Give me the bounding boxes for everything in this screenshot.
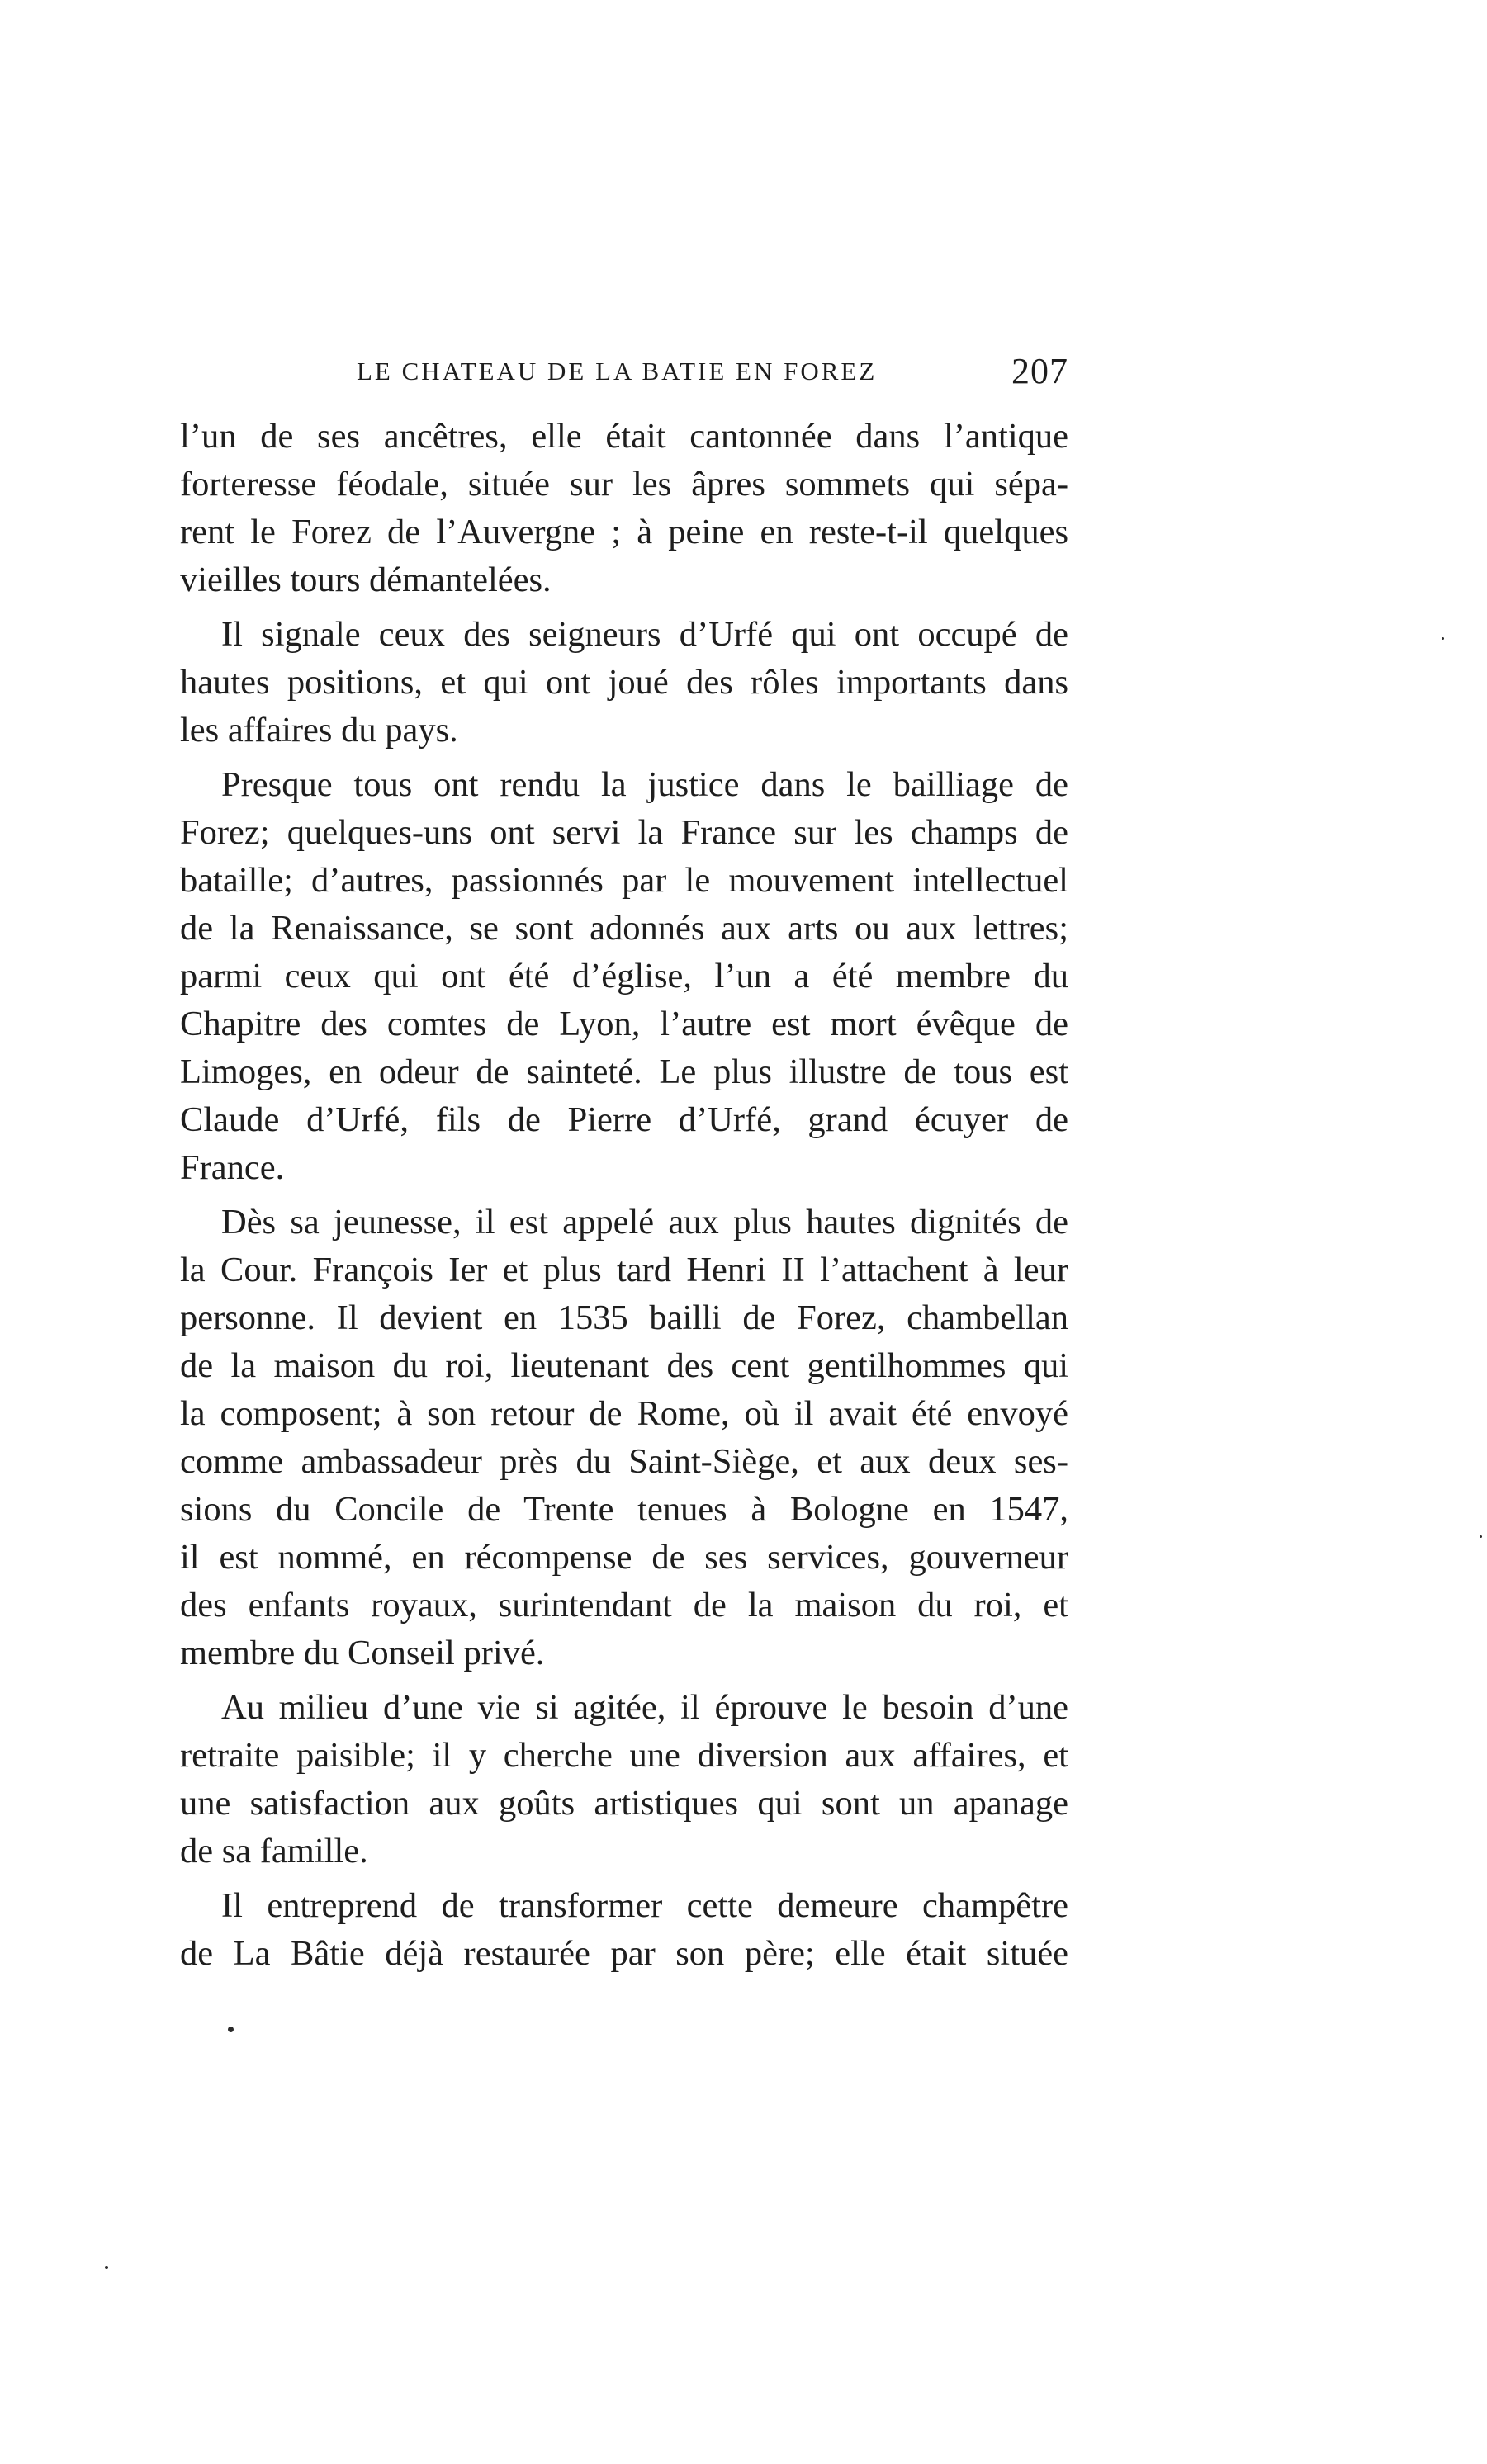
paragraph xyxy=(180,413,1068,604)
paragraph xyxy=(180,611,1068,754)
text-line: forteresse féodale, située sur les âpres sommets qui sépa- xyxy=(180,465,1068,504)
running-head xyxy=(357,350,1068,400)
paragraph xyxy=(180,1684,1068,1875)
text-line: vieilles tours démantelées. xyxy=(180,560,552,599)
text-line: l’un de ses ancêtres, elle était cantonnée dans l’antique xyxy=(180,417,1068,456)
text-line: Au milieu d’une vie si agitée, il éprouve le besoin d’une xyxy=(221,1688,1068,1727)
text-line: les affaires du pays. xyxy=(180,711,458,750)
text-line: Il entreprend de transformer cette demeure champêtre xyxy=(221,1886,1068,1925)
text-line: rent le Forez de l’Auvergne ; à peine en reste-t-il quelques xyxy=(180,513,1068,551)
running-title: LE CHATEAU DE LA BATIE EN FOREZ xyxy=(357,357,878,385)
text-line: il est nommé, en récompense de ses services, gouverneur xyxy=(180,1538,1068,1577)
text-line: Limoges, en odeur de sainteté. Le plus illustre de tous est xyxy=(180,1052,1068,1091)
paragraph xyxy=(180,1882,1068,1978)
text-line: la composent; à son retour de Rome, où il avait été envoyé xyxy=(180,1394,1068,1433)
text-line: Claude d’Urfé, fils de Pierre d’Urfé, grand écuyer de xyxy=(180,1100,1068,1139)
text-line: Presque tous ont rendu la justice dans le bailliage de xyxy=(221,765,1068,804)
text-line: parmi ceux qui ont été d’église, l’un a été membre du xyxy=(180,957,1068,996)
page-number: 207 xyxy=(1011,351,1068,391)
text-line: de La Bâtie déjà restaurée par son père; elle était située xyxy=(180,1934,1068,1973)
text-line: Il signale ceux des seigneurs d’Urfé qui ont occupé de xyxy=(221,615,1068,654)
text-line: France. xyxy=(180,1148,285,1187)
text-line: de la Renaissance, se sont adonnés aux arts ou aux lettres; xyxy=(180,909,1068,948)
paragraph xyxy=(180,761,1068,1192)
text-line: Forez; quelques-uns ont servi la France sur les champs de xyxy=(180,813,1068,852)
body-text xyxy=(180,413,1068,1984)
text-line: comme ambassadeur près du Saint-Siège, et aux deux ses- xyxy=(180,1442,1068,1481)
text-line: Chapitre des comtes de Lyon, l’autre est mort évêque de xyxy=(180,1005,1068,1043)
text-line: membre du Conseil privé. xyxy=(180,1634,545,1672)
text-line: sions du Concile de Trente tenues à Bologne en 1547, xyxy=(180,1490,1068,1529)
text-line: une satisfaction aux goûts artistiques qui sont un apanage xyxy=(180,1784,1068,1823)
text-line: personne. Il devient en 1535 bailli de Forez, chambellan xyxy=(180,1298,1068,1337)
ink-speck xyxy=(1442,637,1444,640)
ink-speck xyxy=(105,2266,108,2269)
text-line: la Cour. François Ier et plus tard Henri II l’attachent à leur xyxy=(180,1251,1068,1289)
text-line: Dès sa jeunesse, il est appelé aux plus hautes dignités de xyxy=(221,1203,1068,1241)
text-line: des enfants royaux, surintendant de la maison du roi, et xyxy=(180,1586,1068,1625)
text-line: de la maison du roi, lieutenant des cent gentilhommes qui xyxy=(180,1346,1068,1385)
text-line: retraite paisible; il y cherche une diversion aux affaires, et xyxy=(180,1736,1068,1775)
ink-speck xyxy=(1480,1535,1482,1538)
paragraph xyxy=(180,1199,1068,1677)
text-line: hautes positions, et qui ont joué des rôles importants dans xyxy=(180,663,1068,702)
text-line: de sa famille. xyxy=(180,1832,368,1870)
ink-speck xyxy=(228,2027,234,2032)
text-line: bataille; d’autres, passionnés par le mouvement intellectuel xyxy=(180,861,1068,900)
